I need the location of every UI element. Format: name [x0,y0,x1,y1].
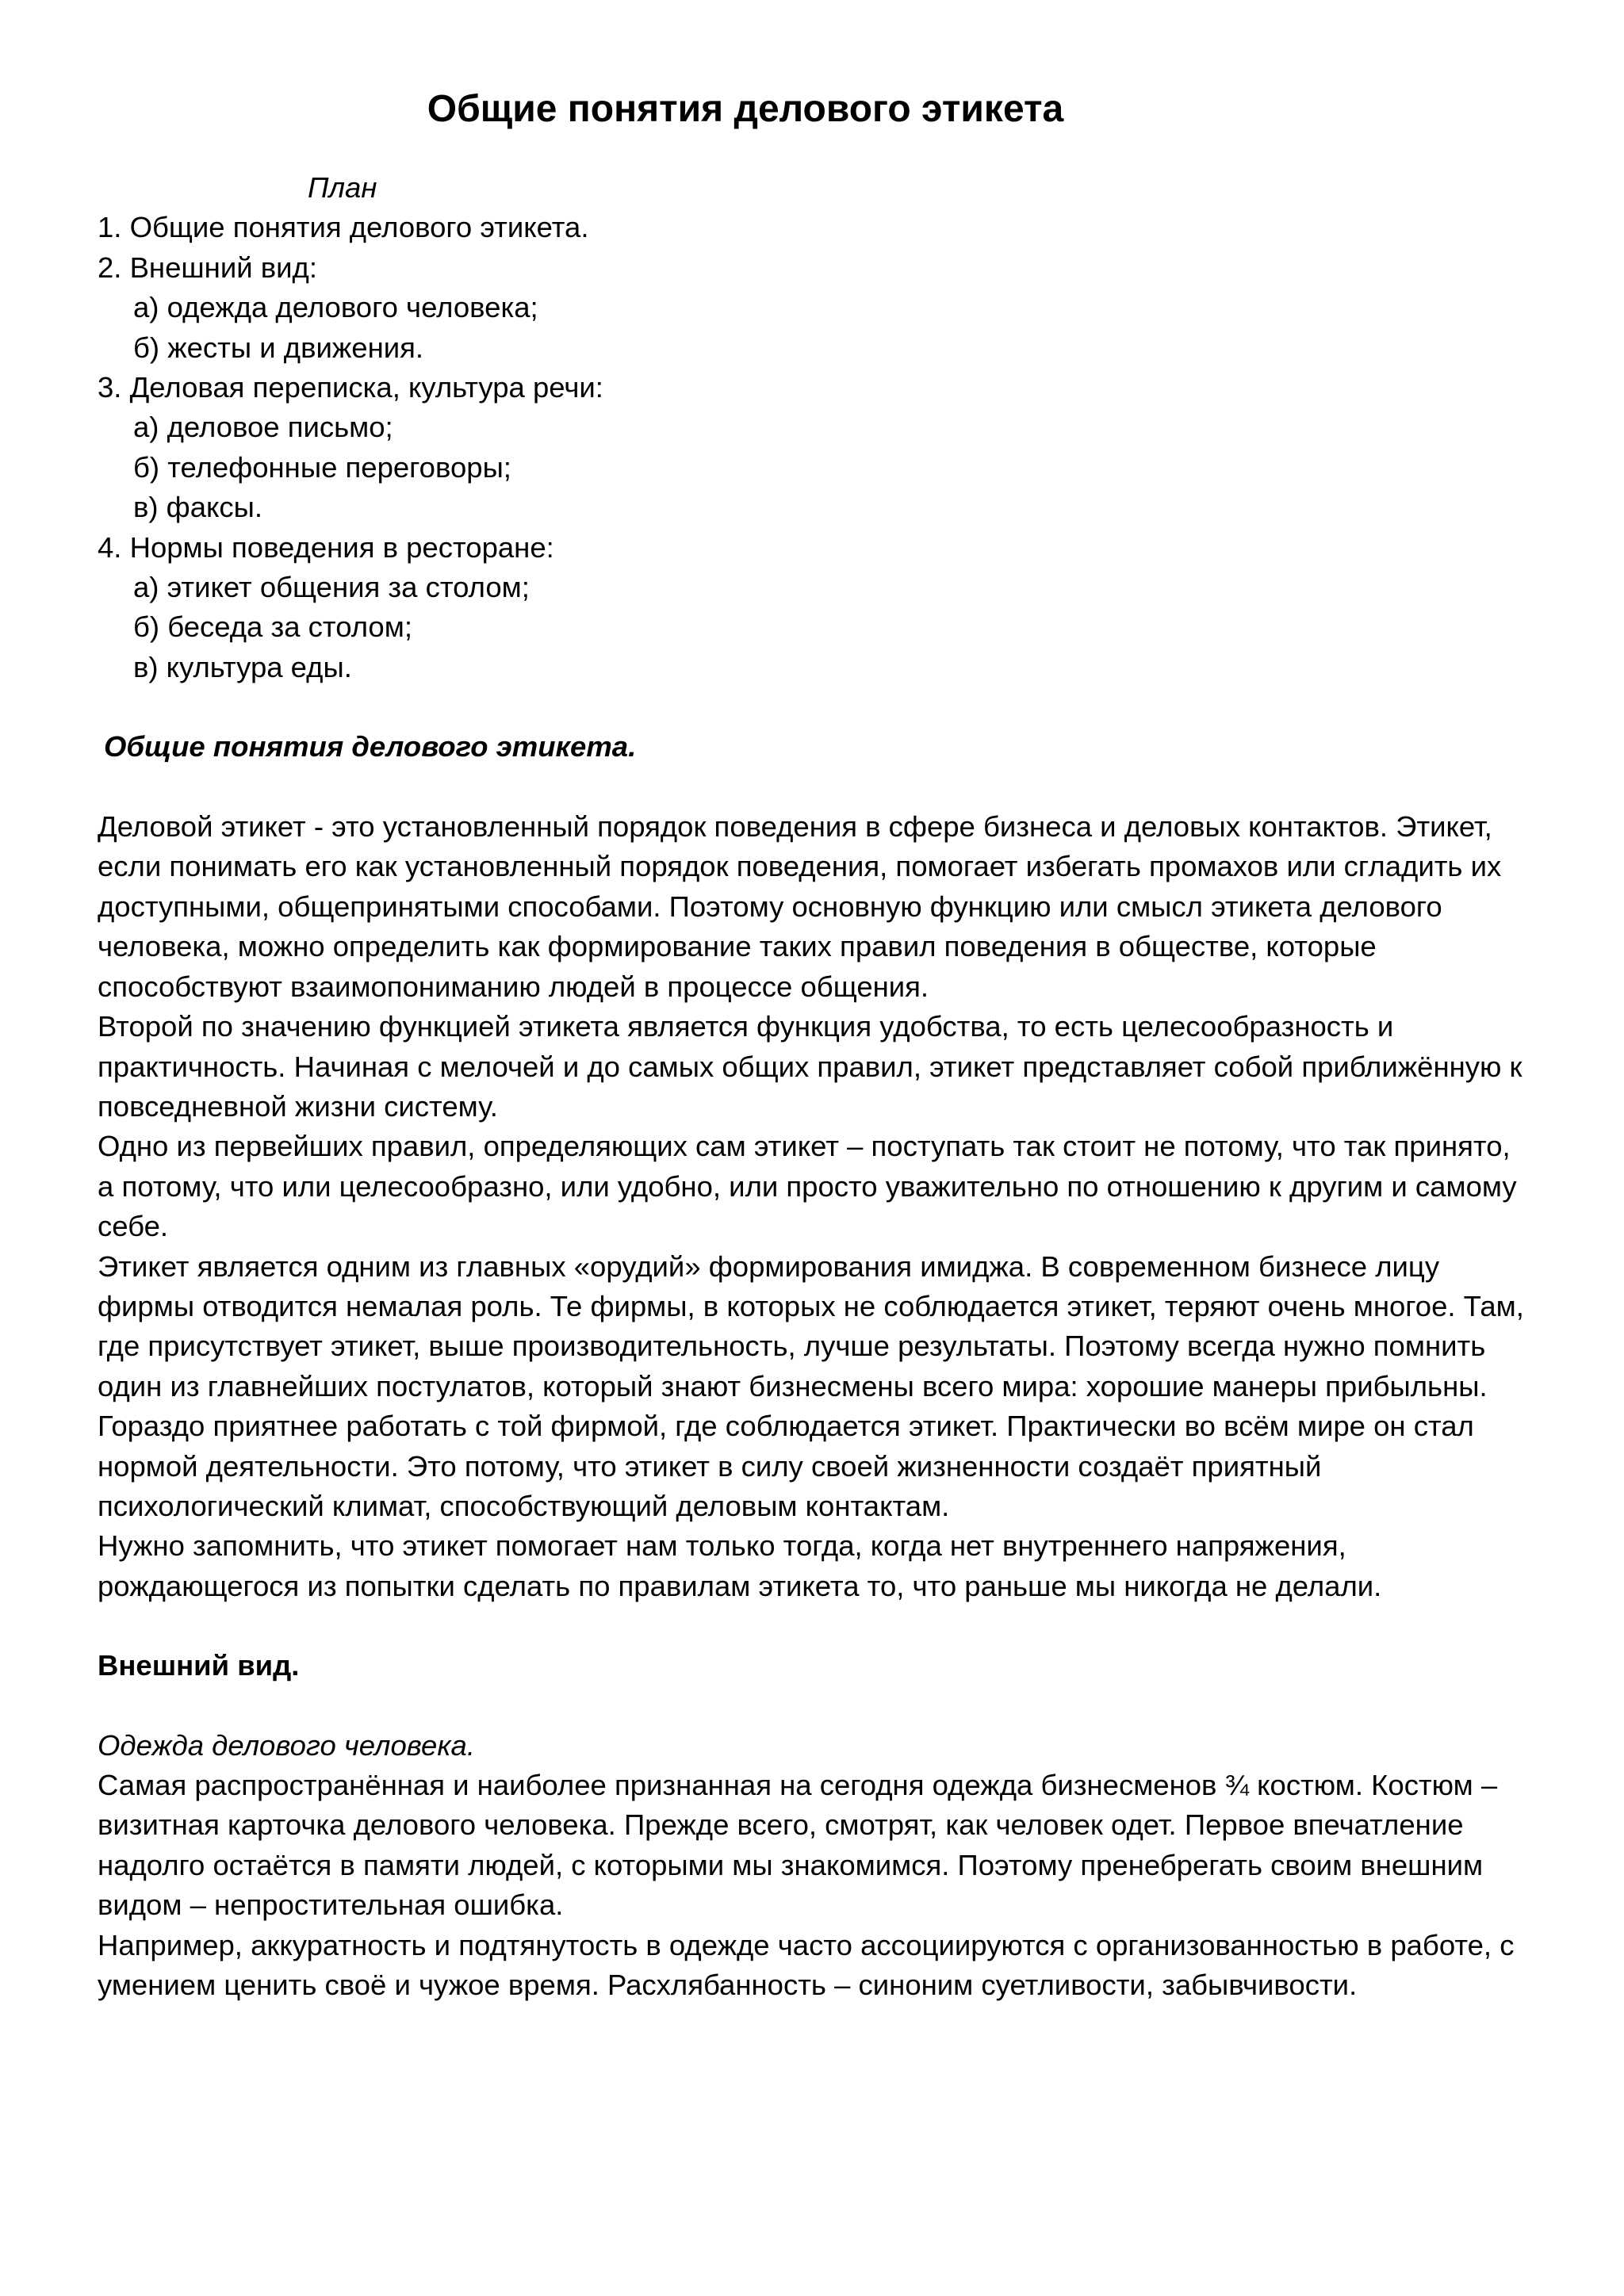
paragraph: Самая распространённая и наиболее признанная на сегодня одежда бизнесменов ¾ костюм. Костюм – визитная карточка делового человека. Прежде всего, смотрят, как человек одет. Первое впечатление надолго остаётся в памяти людей, с которыми мы знакомимся. Поэтому пренебрегать своим внешним видом – непростительная ошибка. [98,1769,1498,1922]
paragraph: Одно из первейших правил, определяющих сам этикет – поступать так стоит не потому, что так принято, а потому, что или целесообразно, или удобно, или просто уважительно по отношению к другим и самому себе. [98,1130,1517,1243]
plan-subitem: б) телефонные переговоры; [133,450,511,484]
plan-subitem: а) деловое письмо; [133,411,393,444]
plan-subitem: в) культура еды. [133,650,352,683]
plan-item [98,368,1525,528]
paragraph: Нужно запомнить, что этикет помогает нам только тогда, когда нет внутреннего напряжения, рождающегося из попытки сделать по правилам этикета то, что раньше мы никогда не делали. [98,1529,1382,1602]
paragraph: Например, аккуратность и подтянутость в одежде часто ассоциируются с организованностью в работе, с умением ценить своё и чужое время. Расхлябанность – синоним суетливости, забывчивости. [98,1928,1515,2002]
plan-subitem: а) одежда делового человека; [133,291,538,324]
plan-label: План [308,171,377,204]
plan-sublist [98,568,1525,687]
plan-sublist [98,288,1525,368]
plan-subitem: а) этикет общения за столом; [133,571,530,604]
plan-item [98,528,1525,688]
section-heading-appearance: Внешний вид. [98,1649,300,1682]
plan-item-text: 1. Общие понятия делового этикета. [98,211,589,244]
plan-item-text: 2. Внешний вид: [98,251,317,284]
plan-subitem: б) жесты и движения. [133,331,424,364]
plan-item [98,248,1525,368]
paragraph: Второй по значению функцией этикета является функция удобства, то есть целесообразность и практичность. Начиная с мелочей и до самых общих правил, этикет представляет собой приближённую к повседневной жизни систему. [98,1010,1522,1123]
document-title: Общие понятия делового этикета [427,88,1064,130]
plan-item [98,208,1525,247]
paragraph: Этикет является одним из главных «орудий» формирования имиджа. В современном бизнесе лицу фирмы отводится немалая роль. Те фирмы, в которых не соблюдается этикет, теряют очень многое. Там, где присутствует этикет, выше производительность, лучше результаты. Поэтому всегда нужно помнить один из главнейших постулатов, который знают бизнесмены всего мира: хорошие манеры прибыльны. Гораздо приятнее работать с той фирмой, где соблюдается этикет. Практически во всём мире он стал нормой деятельности. Это потому, что этикет в силу своей жизненности создаёт приятный психологический климат, способствующий деловым контактам. [98,1249,1524,1522]
subsection-heading-clothing: Одежда делового человека. [98,1728,475,1762]
section-heading-business-etiquette: Общие понятия делового этикета. [104,730,637,763]
plan-item-text: 3. Деловая переписка, культура речи: [98,371,603,404]
plan-subitem: в) факсы. [133,491,263,524]
paragraph: Деловой этикет - это установленный порядок поведения в сфере бизнеса и деловых контактов. Этикет, если понимать его как установленный порядок поведения, помогает избегать промахов или сгладить их доступными, общепринятыми способами. Поэтому основную функцию или смысл этикета делового человека, можно определить как формирование таких правил поведения в обществе, которые способствуют взаимопониманию людей в процессе общения. [98,810,1502,1003]
plan-item-text: 4. Нормы поведения в ресторане: [98,530,554,564]
plan-list [98,208,1525,687]
plan-subitem: б) беседа за столом; [133,610,412,644]
document-body [98,168,1525,2005]
spacer [98,767,1525,807]
plan-sublist [98,408,1525,527]
